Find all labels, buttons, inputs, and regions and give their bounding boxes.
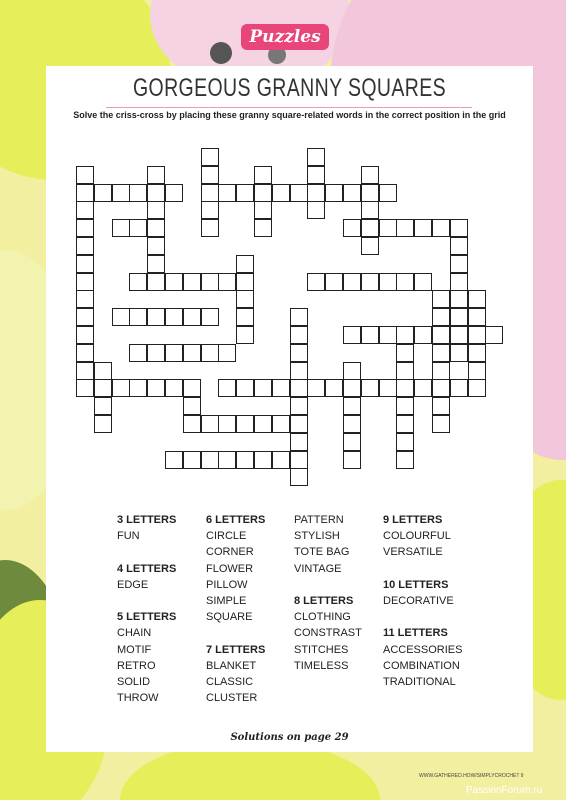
grid-cell[interactable]	[183, 308, 201, 326]
grid-cell[interactable]	[254, 379, 272, 397]
grid-cell[interactable]	[94, 184, 112, 202]
grid-cell[interactable]	[343, 397, 361, 415]
grid-cell[interactable]	[129, 308, 147, 326]
grid-cell[interactable]	[147, 308, 165, 326]
grid-cell[interactable]	[129, 379, 147, 397]
grid-cell[interactable]	[112, 184, 130, 202]
grid-cell[interactable]	[147, 379, 165, 397]
grid-cell[interactable]	[147, 184, 165, 202]
grid-cell[interactable]	[361, 201, 379, 219]
length-heading: 10 LETTERS	[383, 578, 449, 591]
length-heading: 9 LETTERS	[383, 514, 443, 526]
grid-cell[interactable]	[129, 219, 147, 237]
word-item: PILLOW	[206, 578, 248, 591]
grid-cell[interactable]	[450, 219, 468, 237]
word-item: TIMELESS	[294, 659, 349, 672]
grid-cell[interactable]	[307, 273, 325, 291]
word-item: VINTAGE	[294, 562, 342, 575]
grid-cell[interactable]	[485, 326, 503, 344]
grid-cell[interactable]	[254, 166, 272, 184]
grid-cell[interactable]	[218, 344, 236, 362]
grid-cell[interactable]	[183, 415, 201, 433]
grid-cell[interactable]	[112, 219, 130, 237]
grid-cell[interactable]	[147, 237, 165, 255]
grid-cell[interactable]	[201, 166, 219, 184]
length-heading: 8 LETTERS	[294, 594, 354, 607]
grid-cell[interactable]	[218, 273, 236, 291]
word-item: MOTIF	[117, 643, 152, 656]
word-item: FLOWER	[206, 562, 254, 575]
grid-cell[interactable]	[165, 451, 183, 469]
word-item: SQUARE	[206, 611, 253, 624]
grid-cell[interactable]	[432, 308, 450, 326]
grid-cell[interactable]	[468, 344, 486, 362]
grid-cell[interactable]	[361, 184, 379, 202]
spacer	[383, 609, 493, 625]
footer-url: WWW.GATHERED.HOW/SIMPLYCROCHET 9	[419, 773, 524, 779]
grid-cell[interactable]	[343, 184, 361, 202]
grid-cell[interactable]	[76, 379, 94, 397]
length-heading: 5 LETTERS	[117, 611, 177, 624]
word-item: CORNER	[206, 546, 254, 559]
grid-cell[interactable]	[94, 397, 112, 415]
grid-cell[interactable]	[343, 326, 361, 344]
word-item: VERSATILE	[383, 546, 443, 559]
grid-cell[interactable]	[254, 219, 272, 237]
length-heading: 3 LETTERS	[117, 514, 177, 526]
grid-cell[interactable]	[468, 290, 486, 308]
grid-cell[interactable]	[147, 344, 165, 362]
grid-cell[interactable]	[379, 379, 397, 397]
grid-cell[interactable]	[236, 415, 254, 433]
grid-cell[interactable]	[201, 219, 219, 237]
grid-cell[interactable]	[450, 290, 468, 308]
grid-cell[interactable]	[325, 379, 343, 397]
grid-cell[interactable]	[396, 326, 414, 344]
grid-cell[interactable]	[343, 433, 361, 451]
grid-cell[interactable]	[379, 326, 397, 344]
grid-cell[interactable]	[414, 379, 432, 397]
grid-cell[interactable]	[112, 308, 130, 326]
grid-cell[interactable]	[396, 219, 414, 237]
word-item: CLASSIC	[206, 675, 254, 688]
word-item: THROW	[117, 692, 159, 705]
word-item: CLOTHING	[294, 611, 351, 624]
grid-cell[interactable]	[76, 255, 94, 273]
word-item: CLUSTER	[206, 692, 258, 705]
grid-cell[interactable]	[468, 379, 486, 397]
grid-cell[interactable]	[307, 201, 325, 219]
grid-cell[interactable]	[325, 273, 343, 291]
grid-cell[interactable]	[272, 379, 290, 397]
word-item: STYLISH	[294, 530, 340, 543]
grid-cell[interactable]	[272, 451, 290, 469]
grid-cell[interactable]	[432, 344, 450, 362]
grid-cell[interactable]	[218, 379, 236, 397]
grid-cell[interactable]	[183, 451, 201, 469]
watermark: PassionForum.ru	[466, 785, 543, 796]
grid-cell[interactable]	[396, 344, 414, 362]
grid-cell[interactable]	[236, 184, 254, 202]
grid-cell[interactable]	[290, 308, 308, 326]
grid-cell[interactable]	[414, 326, 432, 344]
grid-cell[interactable]	[414, 219, 432, 237]
grid-cell[interactable]	[201, 344, 219, 362]
crossword-grid	[46, 66, 533, 506]
grid-cell[interactable]	[290, 184, 308, 202]
grid-cell[interactable]	[147, 166, 165, 184]
grid-cell[interactable]	[165, 344, 183, 362]
grid-cell[interactable]	[183, 344, 201, 362]
grid-cell[interactable]	[236, 290, 254, 308]
length-heading: 6 LETTERS	[206, 514, 266, 526]
grid-cell[interactable]	[414, 273, 432, 291]
grid-cell[interactable]	[290, 468, 308, 486]
grid-cell[interactable]	[343, 415, 361, 433]
grid-cell[interactable]	[254, 415, 272, 433]
grid-cell[interactable]	[201, 451, 219, 469]
grid-cell[interactable]	[450, 379, 468, 397]
grid-cell[interactable]	[254, 201, 272, 219]
grid-cell[interactable]	[76, 290, 94, 308]
grid-cell[interactable]	[165, 184, 183, 202]
grid-cell[interactable]	[290, 451, 308, 469]
word-item: SOLID	[117, 675, 151, 688]
word-item: SIMPLE	[206, 594, 247, 607]
grid-cell[interactable]	[272, 415, 290, 433]
grid-cell[interactable]	[129, 344, 147, 362]
grid-cell[interactable]	[307, 379, 325, 397]
grid-cell[interactable]	[147, 255, 165, 273]
grid-cell[interactable]	[379, 273, 397, 291]
grid-cell[interactable]	[94, 415, 112, 433]
grid-cell[interactable]	[396, 451, 414, 469]
word-item: COMBINATION	[383, 659, 460, 672]
length-heading: 7 LETTERS	[206, 643, 266, 656]
grid-cell[interactable]	[361, 219, 379, 237]
word-item: CIRCLE	[206, 530, 247, 543]
word-item: BLANKET	[206, 659, 257, 672]
grid-cell[interactable]	[183, 397, 201, 415]
grid-cell[interactable]	[361, 326, 379, 344]
grid-cell[interactable]	[450, 237, 468, 255]
grid-cell[interactable]	[165, 308, 183, 326]
grid-cell[interactable]	[201, 415, 219, 433]
grid-cell[interactable]	[165, 273, 183, 291]
grid-cell[interactable]	[307, 148, 325, 166]
word-item: FUN	[117, 530, 140, 543]
grid-cell[interactable]	[147, 201, 165, 219]
grid-cell[interactable]	[468, 326, 486, 344]
grid-cell[interactable]	[450, 255, 468, 273]
grid-cell[interactable]	[290, 433, 308, 451]
grid-cell[interactable]	[129, 184, 147, 202]
grid-cell[interactable]	[343, 219, 361, 237]
grid-cell[interactable]	[396, 273, 414, 291]
grid-cell[interactable]	[290, 415, 308, 433]
grid-cell[interactable]	[343, 451, 361, 469]
length-heading: 4 LETTERS	[117, 562, 177, 575]
grid-cell[interactable]	[147, 219, 165, 237]
grid-cell[interactable]	[112, 379, 130, 397]
grid-cell[interactable]	[432, 379, 450, 397]
grid-cell[interactable]	[236, 255, 254, 273]
grid-cell[interactable]	[343, 362, 361, 380]
grid-cell[interactable]	[201, 308, 219, 326]
grid-cell[interactable]	[76, 237, 94, 255]
word-item: ACCESSORIES	[383, 643, 463, 656]
grid-cell[interactable]	[76, 273, 94, 291]
grid-cell[interactable]	[307, 184, 325, 202]
grid-cell[interactable]	[468, 362, 486, 380]
grid-cell[interactable]	[396, 397, 414, 415]
grid-cell[interactable]	[396, 433, 414, 451]
grid-cell[interactable]	[290, 344, 308, 362]
grid-cell[interactable]	[379, 184, 397, 202]
instructions: Solve the criss-cross by placing these granny square-related words in the correct position in the grid	[73, 110, 506, 120]
grid-cell[interactable]	[76, 344, 94, 362]
grid-cell[interactable]	[147, 273, 165, 291]
grid-cell[interactable]	[218, 451, 236, 469]
grid-cell[interactable]	[76, 326, 94, 344]
grid-cell[interactable]	[432, 219, 450, 237]
grid-cell[interactable]	[290, 379, 308, 397]
grid-cell[interactable]	[272, 184, 290, 202]
grid-cell[interactable]	[165, 379, 183, 397]
grid-cell[interactable]	[129, 273, 147, 291]
grid-cell[interactable]	[432, 397, 450, 415]
puzzle-card	[46, 66, 533, 752]
word-item: DECORATIVE	[383, 594, 454, 607]
grid-cell[interactable]	[343, 273, 361, 291]
grid-cell[interactable]	[450, 344, 468, 362]
spacer	[383, 561, 493, 577]
grid-cell[interactable]	[76, 184, 94, 202]
grid-cell[interactable]	[201, 148, 219, 166]
grid-cell[interactable]	[218, 415, 236, 433]
word-item: TRADITIONAL	[383, 675, 456, 688]
grid-cell[interactable]	[76, 362, 94, 380]
grid-cell[interactable]	[201, 273, 219, 291]
grid-cell[interactable]	[76, 166, 94, 184]
word-item: EDGE	[117, 578, 149, 591]
grid-cell[interactable]	[379, 219, 397, 237]
grid-cell[interactable]	[290, 362, 308, 380]
grid-cell[interactable]	[183, 379, 201, 397]
grid-cell[interactable]	[94, 362, 112, 380]
word-item: STITCHES	[294, 643, 349, 656]
grid-cell[interactable]	[236, 451, 254, 469]
grid-cell[interactable]	[450, 273, 468, 291]
grid-cell[interactable]	[201, 201, 219, 219]
word-item: RETRO	[117, 659, 156, 672]
grid-cell[interactable]	[343, 379, 361, 397]
grid-cell[interactable]	[432, 290, 450, 308]
section-badge: Puzzles	[241, 24, 329, 50]
grid-cell[interactable]	[236, 273, 254, 291]
grid-cell[interactable]	[361, 237, 379, 255]
grid-cell[interactable]	[76, 308, 94, 326]
grid-cell[interactable]	[254, 184, 272, 202]
page-title: GORGEOUS GRANNY SQUARES	[132, 74, 447, 102]
grid-cell[interactable]	[361, 273, 379, 291]
grid-cell[interactable]	[468, 308, 486, 326]
grid-cell[interactable]	[432, 326, 450, 344]
grid-cell[interactable]	[76, 201, 94, 219]
grid-cell[interactable]	[290, 397, 308, 415]
length-heading: 11 LETTERS	[383, 627, 448, 640]
grid-cell[interactable]	[290, 326, 308, 344]
word-item: TOTE BAG	[294, 546, 350, 559]
grid-cell[interactable]	[450, 308, 468, 326]
grid-cell[interactable]	[201, 184, 219, 202]
word-item: PATTERN	[294, 514, 344, 526]
grid-cell[interactable]	[307, 166, 325, 184]
grid-cell[interactable]	[432, 415, 450, 433]
grid-cell[interactable]	[325, 184, 343, 202]
grid-cell[interactable]	[76, 219, 94, 237]
grid-cell[interactable]	[236, 379, 254, 397]
grid-cell[interactable]	[450, 326, 468, 344]
word-item: CONSTRAST	[294, 627, 362, 640]
solutions-note: Solutions on page 29	[230, 732, 349, 743]
word-item: CHAIN	[117, 627, 152, 640]
grid-cell[interactable]	[218, 184, 236, 202]
word-column	[383, 512, 493, 690]
grid-cell[interactable]	[396, 379, 414, 397]
grid-cell[interactable]	[361, 166, 379, 184]
grid-cell[interactable]	[254, 451, 272, 469]
grid-cell[interactable]	[183, 273, 201, 291]
grid-cell[interactable]	[236, 308, 254, 326]
grid-cell[interactable]	[396, 362, 414, 380]
grid-cell[interactable]	[361, 379, 379, 397]
word-item: COLOURFUL	[383, 530, 451, 543]
grid-cell[interactable]	[432, 362, 450, 380]
grid-cell[interactable]	[94, 379, 112, 397]
grid-cell[interactable]	[236, 326, 254, 344]
grid-cell[interactable]	[396, 415, 414, 433]
